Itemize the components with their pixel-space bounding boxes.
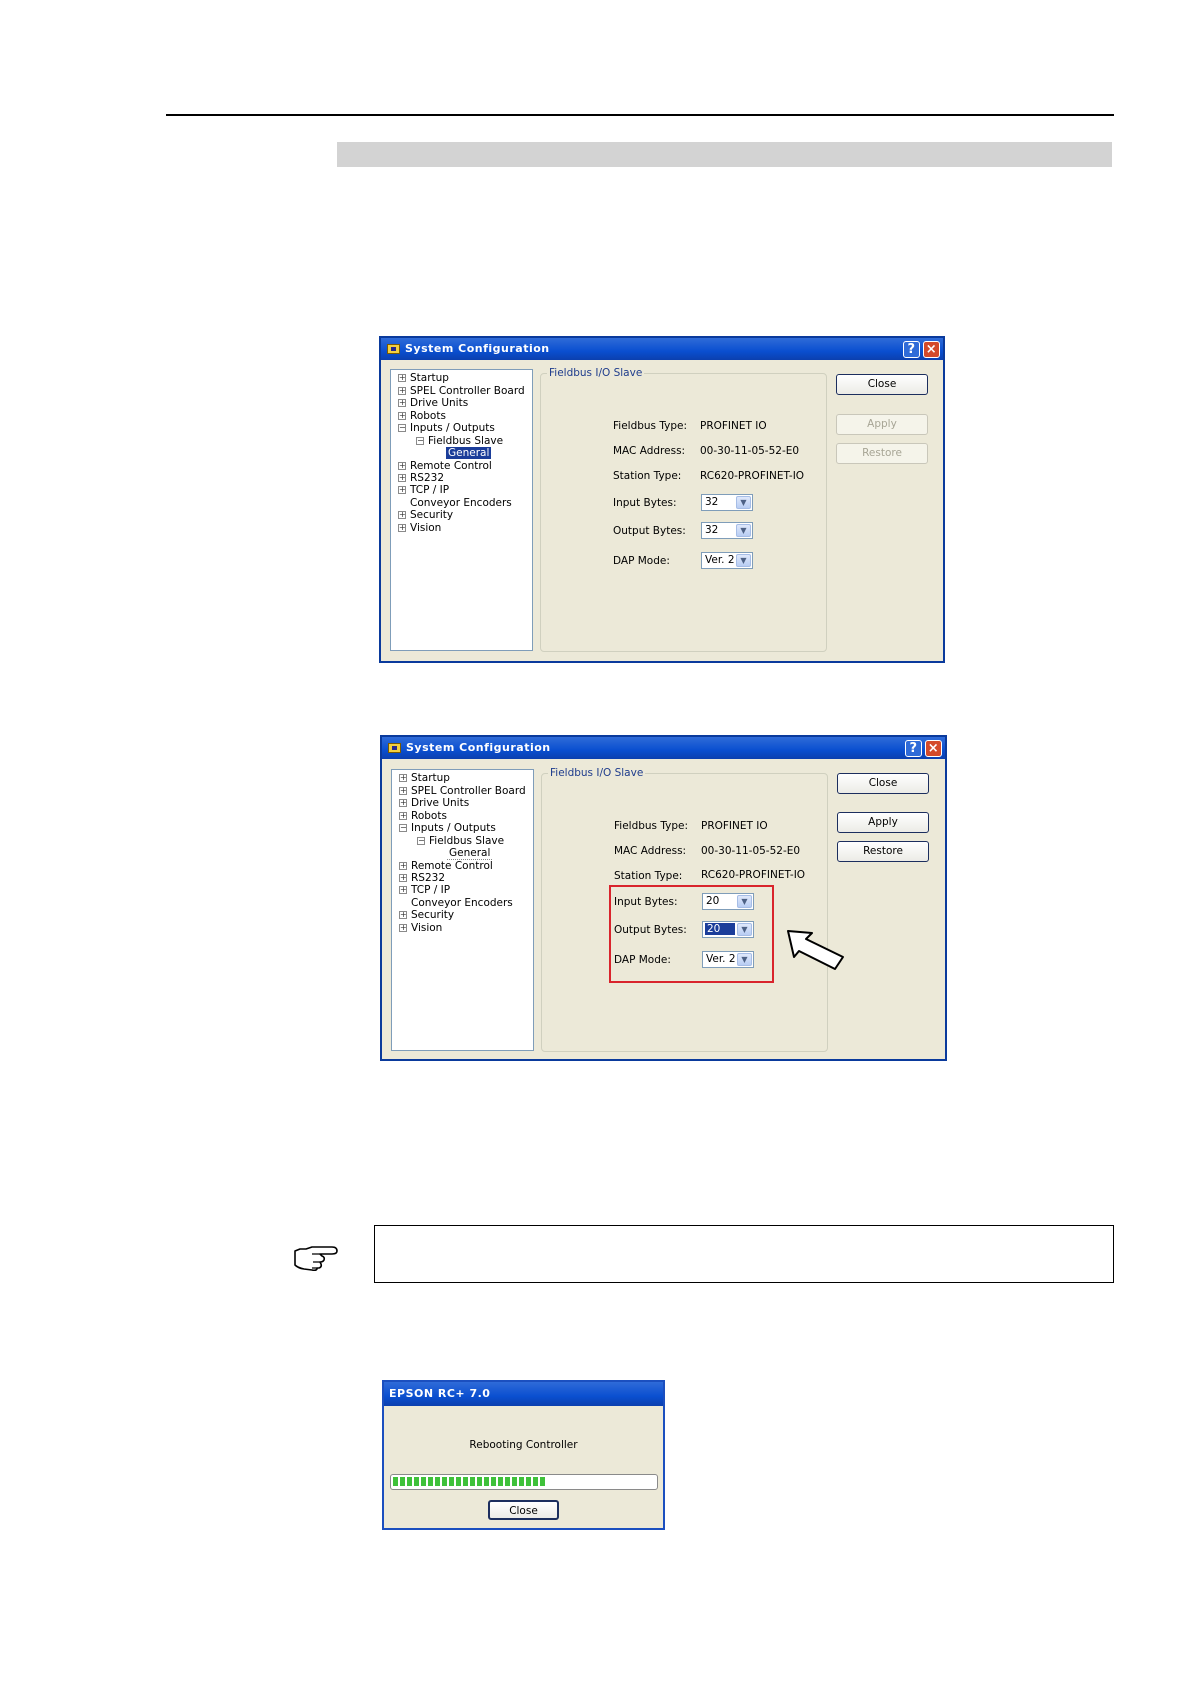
title-bar[interactable] [381, 338, 943, 360]
chevron-down-icon[interactable]: ▼ [737, 895, 752, 908]
arrow-pointer-icon [785, 925, 849, 973]
progress-segment [477, 1477, 482, 1486]
tree-label: SPEL Controller Board [410, 385, 525, 397]
output-bytes-select[interactable] [701, 522, 753, 539]
progress-segment [463, 1477, 468, 1486]
chevron-down-icon[interactable]: ▼ [736, 524, 751, 537]
progress-segment [491, 1477, 496, 1486]
collapse-icon[interactable]: − [418, 836, 425, 845]
dialog-title: EPSON RC+ 7.0 [389, 1387, 491, 1400]
collapse-icon[interactable]: − [417, 436, 424, 445]
progress-segment [393, 1477, 398, 1486]
expand-icon[interactable]: + [399, 398, 406, 407]
tree-item-robots[interactable] [398, 410, 446, 422]
input-bytes-select[interactable] [701, 494, 753, 511]
expand-icon[interactable]: + [399, 461, 406, 470]
expand-icon[interactable]: + [400, 910, 407, 919]
status-message: Rebooting Controller [469, 1439, 578, 1451]
tree-item-startup[interactable] [399, 772, 450, 784]
close-icon[interactable]: × [923, 341, 940, 358]
restore-button[interactable]: Restore [836, 443, 928, 464]
station-type-label: Station Type: [613, 470, 682, 482]
tree-item-remote-control[interactable] [398, 460, 492, 472]
progress-segment [498, 1477, 503, 1486]
dap-mode-value: Ver. 2 [705, 554, 735, 566]
tree-label: Robots [411, 810, 447, 822]
fieldbus-type-label: Fieldbus Type: [614, 820, 689, 832]
expand-icon[interactable]: + [400, 798, 407, 807]
tree-label: Drive Units [411, 797, 470, 809]
fieldbus-type-label: Fieldbus Type: [613, 420, 688, 432]
tree-label: Vision [411, 922, 443, 934]
help-icon[interactable]: ? [903, 341, 920, 358]
tree-label-current: General [449, 847, 491, 859]
dap-mode-value: Ver. 2 [706, 953, 736, 965]
highlight-box [609, 885, 774, 983]
tree-label: Vision [410, 522, 442, 534]
help-icon[interactable]: ? [905, 740, 922, 757]
input-bytes-value: 32 [705, 496, 719, 508]
progress-segment [414, 1477, 419, 1486]
tree-label: Inputs / Outputs [411, 822, 496, 834]
apply-button[interactable]: Apply [837, 812, 929, 833]
title-bar[interactable] [384, 1382, 663, 1406]
tree-label: Inputs / Outputs [410, 422, 495, 434]
input-bytes-label: Input Bytes: [613, 497, 677, 509]
expand-icon[interactable]: + [400, 873, 407, 882]
config-tree[interactable] [391, 769, 534, 1051]
app-icon [387, 344, 400, 354]
station-type-value: RC620-PROFINET-IO [701, 869, 806, 881]
dap-mode-select[interactable] [701, 552, 753, 569]
tree-label: Remote Control [410, 460, 492, 472]
chevron-down-icon[interactable]: ▼ [736, 496, 751, 509]
expand-icon[interactable]: + [400, 773, 407, 782]
tree-item-inputs-outputs[interactable] [398, 422, 495, 434]
restore-button[interactable]: Restore [837, 841, 929, 862]
tree-item-startup[interactable] [398, 372, 449, 384]
fieldbus-io-slave-group [540, 367, 827, 652]
station-type-label: Station Type: [614, 870, 683, 882]
progress-segment [533, 1477, 538, 1486]
tree-item-tcp-ip[interactable] [399, 884, 450, 896]
tree-label: Drive Units [410, 397, 469, 409]
output-bytes-label: Output Bytes: [614, 924, 687, 936]
output-bytes-value: 20 [705, 923, 735, 935]
close-button[interactable]: Close [837, 773, 929, 794]
tree-label: Remote Control [411, 860, 493, 872]
tree-label: TCP / IP [411, 884, 451, 896]
tree-item-spel-controller-board[interactable] [398, 385, 525, 397]
tree-label: Security [410, 509, 454, 521]
expand-icon[interactable]: + [399, 373, 406, 382]
rebooting-dialog [382, 1380, 665, 1530]
expand-icon[interactable]: + [399, 510, 406, 519]
tree-item-general[interactable] [446, 447, 491, 459]
tree-item-remote-control[interactable] [399, 860, 493, 872]
section-heading-band [337, 142, 1112, 167]
expand-icon[interactable]: + [400, 811, 407, 820]
progress-segment [421, 1477, 426, 1486]
tree-label: Conveyor Encoders [411, 897, 513, 909]
close-button[interactable]: Close [488, 1500, 559, 1520]
mac-address-value: 00-30-11-05-52-E0 [700, 445, 800, 457]
tree-item-vision[interactable] [398, 522, 441, 534]
apply-button[interactable]: Apply [836, 414, 928, 435]
tree-label: Fieldbus Slave [428, 435, 504, 447]
tree-label: RS232 [411, 872, 446, 884]
progress-bar [390, 1474, 658, 1490]
tree-label: Conveyor Encoders [410, 497, 512, 509]
app-icon [388, 743, 401, 753]
tree-label: Security [411, 909, 455, 921]
tree-label: Robots [410, 410, 446, 422]
expand-icon[interactable]: + [399, 523, 406, 532]
tree-item-vision[interactable] [399, 922, 442, 934]
tree-item-inputs-outputs[interactable] [399, 822, 496, 834]
expand-icon[interactable]: + [399, 485, 406, 494]
expand-icon[interactable]: + [400, 786, 407, 795]
chevron-down-icon[interactable]: ▼ [737, 953, 752, 966]
tree-item-fieldbus-slave[interactable] [417, 835, 504, 847]
window-title: System Configuration [405, 342, 550, 355]
expand-icon[interactable]: + [400, 885, 407, 894]
input-bytes-label: Input Bytes: [614, 896, 678, 908]
expand-icon[interactable]: + [400, 861, 407, 870]
tree-item-rs232[interactable] [398, 472, 444, 484]
tree-label: TCP / IP [410, 484, 450, 496]
system-configuration-window-1 [379, 336, 945, 663]
progress-segment [540, 1477, 545, 1486]
progress-segment [400, 1477, 405, 1486]
input-bytes-value: 20 [706, 895, 720, 907]
output-bytes-value: 32 [705, 524, 719, 536]
collapse-icon[interactable]: − [400, 823, 407, 832]
tree-item-security[interactable] [399, 909, 454, 921]
close-button[interactable]: Close [836, 374, 928, 395]
expand-icon[interactable]: + [399, 386, 406, 395]
station-type-value: RC620-PROFINET-IO [700, 470, 805, 482]
header-rule [166, 114, 1114, 116]
collapse-icon[interactable]: − [399, 423, 406, 432]
tree-label: SPEL Controller Board [411, 785, 526, 797]
output-bytes-label: Output Bytes: [613, 525, 686, 537]
tree-item-conveyor-encoders[interactable] [410, 497, 512, 509]
progress-segment [519, 1477, 524, 1486]
dap-mode-label: DAP Mode: [614, 954, 671, 966]
expand-icon[interactable]: + [399, 473, 406, 482]
fieldbus-type-value: PROFINET IO [700, 420, 767, 432]
progress-segment [512, 1477, 517, 1486]
expand-icon[interactable]: + [399, 411, 406, 420]
tree-item-conveyor-encoders[interactable] [411, 897, 513, 909]
tree-item-spel-controller-board[interactable] [399, 785, 526, 797]
mac-address-label: MAC Address: [613, 445, 686, 457]
progress-segment [484, 1477, 489, 1486]
progress-segment [526, 1477, 531, 1486]
note-box [374, 1225, 1114, 1283]
tree-item-drive-units[interactable] [398, 397, 468, 409]
mac-address-value: 00-30-11-05-52-E0 [701, 845, 801, 857]
tree-item-rs232[interactable] [399, 872, 445, 884]
dap-mode-label: DAP Mode: [613, 555, 670, 567]
window-title: System Configuration [406, 741, 551, 754]
progress-segment [428, 1477, 433, 1486]
config-tree[interactable] [390, 369, 533, 651]
progress-segment [435, 1477, 440, 1486]
tree-item-general[interactable] [447, 847, 492, 859]
mac-address-label: MAC Address: [614, 845, 687, 857]
progress-segment [470, 1477, 475, 1486]
progress-segment [442, 1477, 447, 1486]
tree-label-selected: General [448, 447, 490, 459]
progress-segment [407, 1477, 412, 1486]
tree-item-security[interactable] [398, 509, 453, 521]
pointing-hand-icon [292, 1243, 340, 1271]
tree-label: RS232 [410, 472, 445, 484]
tree-label: Startup [411, 772, 450, 784]
fieldbus-type-value: PROFINET IO [701, 820, 768, 832]
expand-icon[interactable]: + [400, 923, 407, 932]
chevron-down-icon[interactable]: ▼ [736, 554, 751, 567]
tree-item-fieldbus-slave[interactable] [416, 435, 503, 447]
tree-item-drive-units[interactable] [399, 797, 469, 809]
tree-item-tcp-ip[interactable] [398, 484, 449, 496]
chevron-down-icon[interactable]: ▼ [737, 923, 752, 936]
progress-segment [505, 1477, 510, 1486]
tree-item-robots[interactable] [399, 810, 447, 822]
group-title: Fieldbus I/O Slave [550, 767, 644, 779]
progress-segment [456, 1477, 461, 1486]
group-title: Fieldbus I/O Slave [549, 367, 643, 379]
progress-segment [449, 1477, 454, 1486]
close-icon[interactable]: × [925, 740, 942, 757]
tree-label: Startup [410, 372, 449, 384]
tree-label: Fieldbus Slave [429, 835, 505, 847]
title-bar[interactable] [382, 737, 945, 759]
